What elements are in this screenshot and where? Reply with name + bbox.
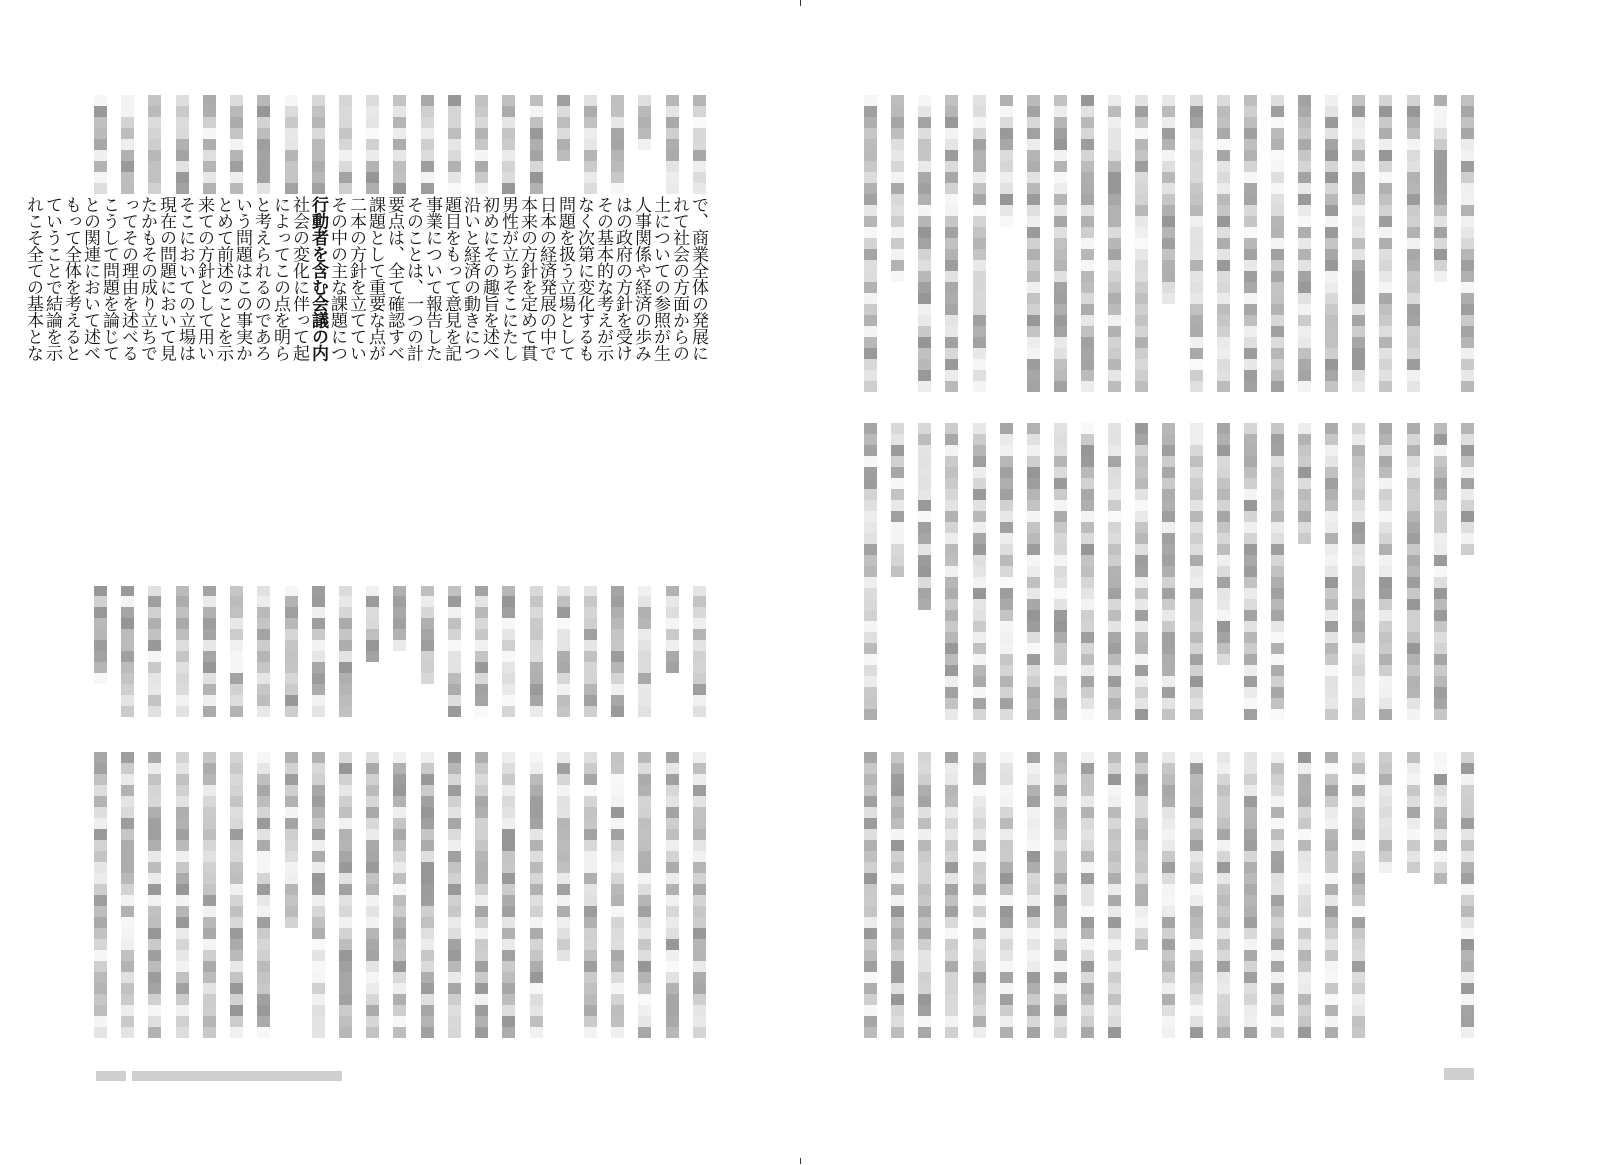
mosaic-column (864, 423, 877, 721)
mosaic-column (366, 585, 379, 720)
text-column: こうして問題を論じて (99, 196, 119, 361)
text-column: 初めにその趣旨を述べ (479, 196, 499, 361)
mosaic-column (1108, 752, 1121, 1040)
text-column: そこにおいての立場は (175, 196, 195, 361)
mosaic-column (1461, 95, 1474, 393)
text-column: 二本の方針を立ててい (346, 196, 366, 361)
text-column: 日本の経済発展の中で (536, 196, 556, 361)
mosaic-column (1379, 752, 1392, 1040)
text-column: 現在の問題において見 (156, 196, 176, 361)
mosaic-column (973, 423, 986, 721)
text-column: によってこの点を明ら (270, 196, 290, 361)
mosaic-column (1298, 95, 1311, 393)
mosaic-column (502, 752, 515, 1040)
mosaic-column (891, 752, 904, 1040)
mosaic-column (94, 752, 107, 1040)
crop-mark-top (800, 0, 801, 6)
mosaic-column (1217, 752, 1230, 1040)
mosaic-column (1081, 95, 1094, 393)
mosaic-column (393, 95, 406, 195)
text-column: 社会の変化に伴って起 (289, 196, 309, 361)
mosaic-column (448, 585, 461, 720)
mosaic-column (339, 752, 352, 1040)
text-column: いう問題はこの事実か (232, 196, 252, 361)
left-page-readable-text (23, 196, 708, 586)
mosaic-column (176, 585, 189, 720)
mosaic-column (945, 752, 958, 1040)
mosaic-column (475, 585, 488, 720)
text-column: 行動者を含む会議の内 (308, 196, 328, 361)
mosaic-column (1054, 95, 1067, 393)
mosaic-column (1244, 752, 1257, 1040)
mosaic-column (121, 95, 134, 195)
mosaic-column (638, 585, 651, 720)
mosaic-column (94, 585, 107, 720)
mosaic-column (918, 423, 931, 721)
mosaic-column (176, 95, 189, 195)
text-column: もって全体を考えると (61, 196, 81, 361)
mosaic-column (1054, 752, 1067, 1040)
mosaic-column (1271, 95, 1284, 393)
mosaic-column (918, 752, 931, 1040)
mosaic-column (257, 585, 270, 720)
mosaic-column (339, 95, 352, 195)
mosaic-column (1190, 95, 1203, 393)
mosaic-column (1162, 752, 1175, 1040)
mosaic-column (638, 95, 651, 195)
text-column: れて社会の方面からの (669, 196, 689, 361)
mosaic-column (339, 585, 352, 720)
mosaic-column (1217, 95, 1230, 393)
mosaic-column (557, 585, 570, 720)
mosaic-column (1027, 752, 1040, 1040)
mosaic-column (1054, 423, 1067, 721)
mosaic-column (1271, 752, 1284, 1040)
mosaic-column (1027, 423, 1040, 721)
mosaic-column (421, 752, 434, 1040)
text-column: 人事関係や経済の歩み (631, 196, 651, 361)
text-column: 事業について報告した (422, 196, 442, 361)
mosaic-column (1434, 95, 1447, 393)
mosaic-column (1217, 423, 1230, 721)
mosaic-column (530, 585, 543, 720)
mosaic-column (1298, 423, 1311, 721)
text-column: 題目をもって意見を記 (441, 196, 461, 361)
left-page-footer (96, 1068, 342, 1084)
mosaic-column (230, 585, 243, 720)
mosaic-column (557, 752, 570, 1040)
mosaic-column (257, 752, 270, 1040)
mosaic-column (1081, 752, 1094, 1040)
left-page-mosaic-top (94, 95, 706, 195)
mosaic-column (502, 585, 515, 720)
mosaic-column (530, 95, 543, 195)
mosaic-column (973, 95, 986, 393)
mosaic-column (918, 95, 931, 393)
mosaic-column (1434, 752, 1447, 1040)
mosaic-column (366, 95, 379, 195)
mosaic-column (693, 585, 706, 720)
mosaic-column (475, 95, 488, 195)
left-page-mosaic-bottom (94, 752, 706, 1040)
mosaic-column (611, 752, 624, 1040)
mosaic-column (1379, 95, 1392, 393)
mosaic-column (1407, 95, 1420, 393)
mosaic-column (203, 752, 216, 1040)
mosaic-column (584, 95, 597, 195)
mosaic-column (1461, 752, 1474, 1040)
text-column: との関連において述べ (80, 196, 100, 361)
mosaic-column (666, 752, 679, 1040)
mosaic-column (693, 752, 706, 1040)
mosaic-column (285, 585, 298, 720)
mosaic-column (121, 752, 134, 1040)
mosaic-column (611, 95, 624, 195)
mosaic-column (203, 585, 216, 720)
text-column: とめて前述のことを示 (213, 196, 233, 361)
mosaic-column (1162, 423, 1175, 721)
text-column: そのことは、一つの計 (403, 196, 423, 361)
text-column: その基本的な考えが示 (593, 196, 613, 361)
mosaic-column (1000, 752, 1013, 1040)
mosaic-column (1407, 423, 1420, 721)
mosaic-column (393, 752, 406, 1040)
right-page-number-obscured (1444, 1068, 1474, 1080)
text-column: と考えられるのであろ (251, 196, 271, 361)
text-column: はの政府の方針を受け (612, 196, 632, 361)
left-page-mosaic-middle (94, 585, 706, 720)
mosaic-column (1298, 752, 1311, 1040)
mosaic-column (502, 95, 515, 195)
mosaic-column (230, 752, 243, 1040)
mosaic-column (1352, 423, 1365, 721)
mosaic-column (421, 585, 434, 720)
mosaic-column (557, 95, 570, 195)
mosaic-column (584, 585, 597, 720)
mosaic-column (1081, 423, 1094, 721)
mosaic-column (285, 95, 298, 195)
mosaic-column (693, 95, 706, 195)
mosaic-column (1244, 95, 1257, 393)
mosaic-column (285, 752, 298, 1040)
mosaic-column (1135, 423, 1148, 721)
mosaic-column (421, 95, 434, 195)
text-column: たかもその成り立ちで (137, 196, 157, 361)
mosaic-column (891, 423, 904, 721)
mosaic-column (1325, 95, 1338, 393)
mosaic-column (1027, 95, 1040, 393)
mosaic-column (666, 95, 679, 195)
mosaic-column (1379, 423, 1392, 721)
mosaic-column (638, 752, 651, 1040)
mosaic-column (864, 752, 877, 1040)
mosaic-column (1000, 95, 1013, 393)
text-column: 来ての方針として用い (194, 196, 214, 361)
mosaic-column (1352, 95, 1365, 393)
mosaic-column (864, 95, 877, 393)
mosaic-column (176, 752, 189, 1040)
text-column: 課題として重要な点が (365, 196, 385, 361)
right-page-mosaic-middle (864, 423, 1474, 721)
mosaic-column (1325, 423, 1338, 721)
mosaic-column (1135, 752, 1148, 1040)
right-page-mosaic-top (864, 95, 1474, 393)
text-column: 男性が立ちそこにたし (498, 196, 518, 361)
mosaic-column (257, 95, 270, 195)
text-column: 要点は、全て確認すべ (384, 196, 404, 361)
mosaic-column (148, 752, 161, 1040)
mosaic-column (1271, 423, 1284, 721)
mosaic-column (94, 95, 107, 195)
mosaic-column (312, 585, 325, 720)
mosaic-column (891, 95, 904, 393)
mosaic-column (475, 752, 488, 1040)
mosaic-column (1244, 423, 1257, 721)
text-column: なく次第に変化するも (574, 196, 594, 361)
text-column: その中の主な課題につ (327, 196, 347, 361)
mosaic-column (1000, 423, 1013, 721)
left-page-number-obscured (96, 1071, 126, 1081)
mosaic-column (1325, 752, 1338, 1040)
mosaic-column (1407, 752, 1420, 1040)
mosaic-column (203, 95, 216, 195)
text-column: れこそ全ての基本とな (23, 196, 43, 361)
mosaic-column (945, 423, 958, 721)
mosaic-column (611, 585, 624, 720)
left-page-running-title-obscured (132, 1071, 342, 1081)
mosaic-column (1352, 752, 1365, 1040)
mosaic-column (530, 752, 543, 1040)
mosaic-column (1108, 95, 1121, 393)
text-column: ってその理由を述べる (118, 196, 138, 361)
text-column: で、商業全体の発展に (688, 196, 708, 361)
mosaic-column (448, 752, 461, 1040)
mosaic-column (1434, 423, 1447, 721)
text-column: 土についての参照が生 (650, 196, 670, 361)
mosaic-column (1162, 95, 1175, 393)
text-column: ていうことで結論を示 (42, 196, 62, 361)
text-column: 沿いと経済の動きにつ (460, 196, 480, 361)
mosaic-column (1461, 423, 1474, 721)
mosaic-column (448, 95, 461, 195)
mosaic-column (148, 95, 161, 195)
mosaic-column (312, 752, 325, 1040)
text-column: 問題を扱う立場として (555, 196, 575, 361)
mosaic-column (973, 752, 986, 1040)
text-column: 本来の方針を定めて貫 (517, 196, 537, 361)
mosaic-column (393, 585, 406, 720)
mosaic-column (230, 95, 243, 195)
crop-mark-bottom (800, 1158, 801, 1164)
mosaic-column (945, 95, 958, 393)
right-page-mosaic-bottom (864, 752, 1474, 1040)
mosaic-column (121, 585, 134, 720)
mosaic-column (1135, 95, 1148, 393)
mosaic-column (1190, 752, 1203, 1040)
mosaic-column (1108, 423, 1121, 721)
mosaic-column (366, 752, 379, 1040)
mosaic-column (1190, 423, 1203, 721)
mosaic-column (666, 585, 679, 720)
mosaic-column (312, 95, 325, 195)
mosaic-column (584, 752, 597, 1040)
mosaic-column (148, 585, 161, 720)
